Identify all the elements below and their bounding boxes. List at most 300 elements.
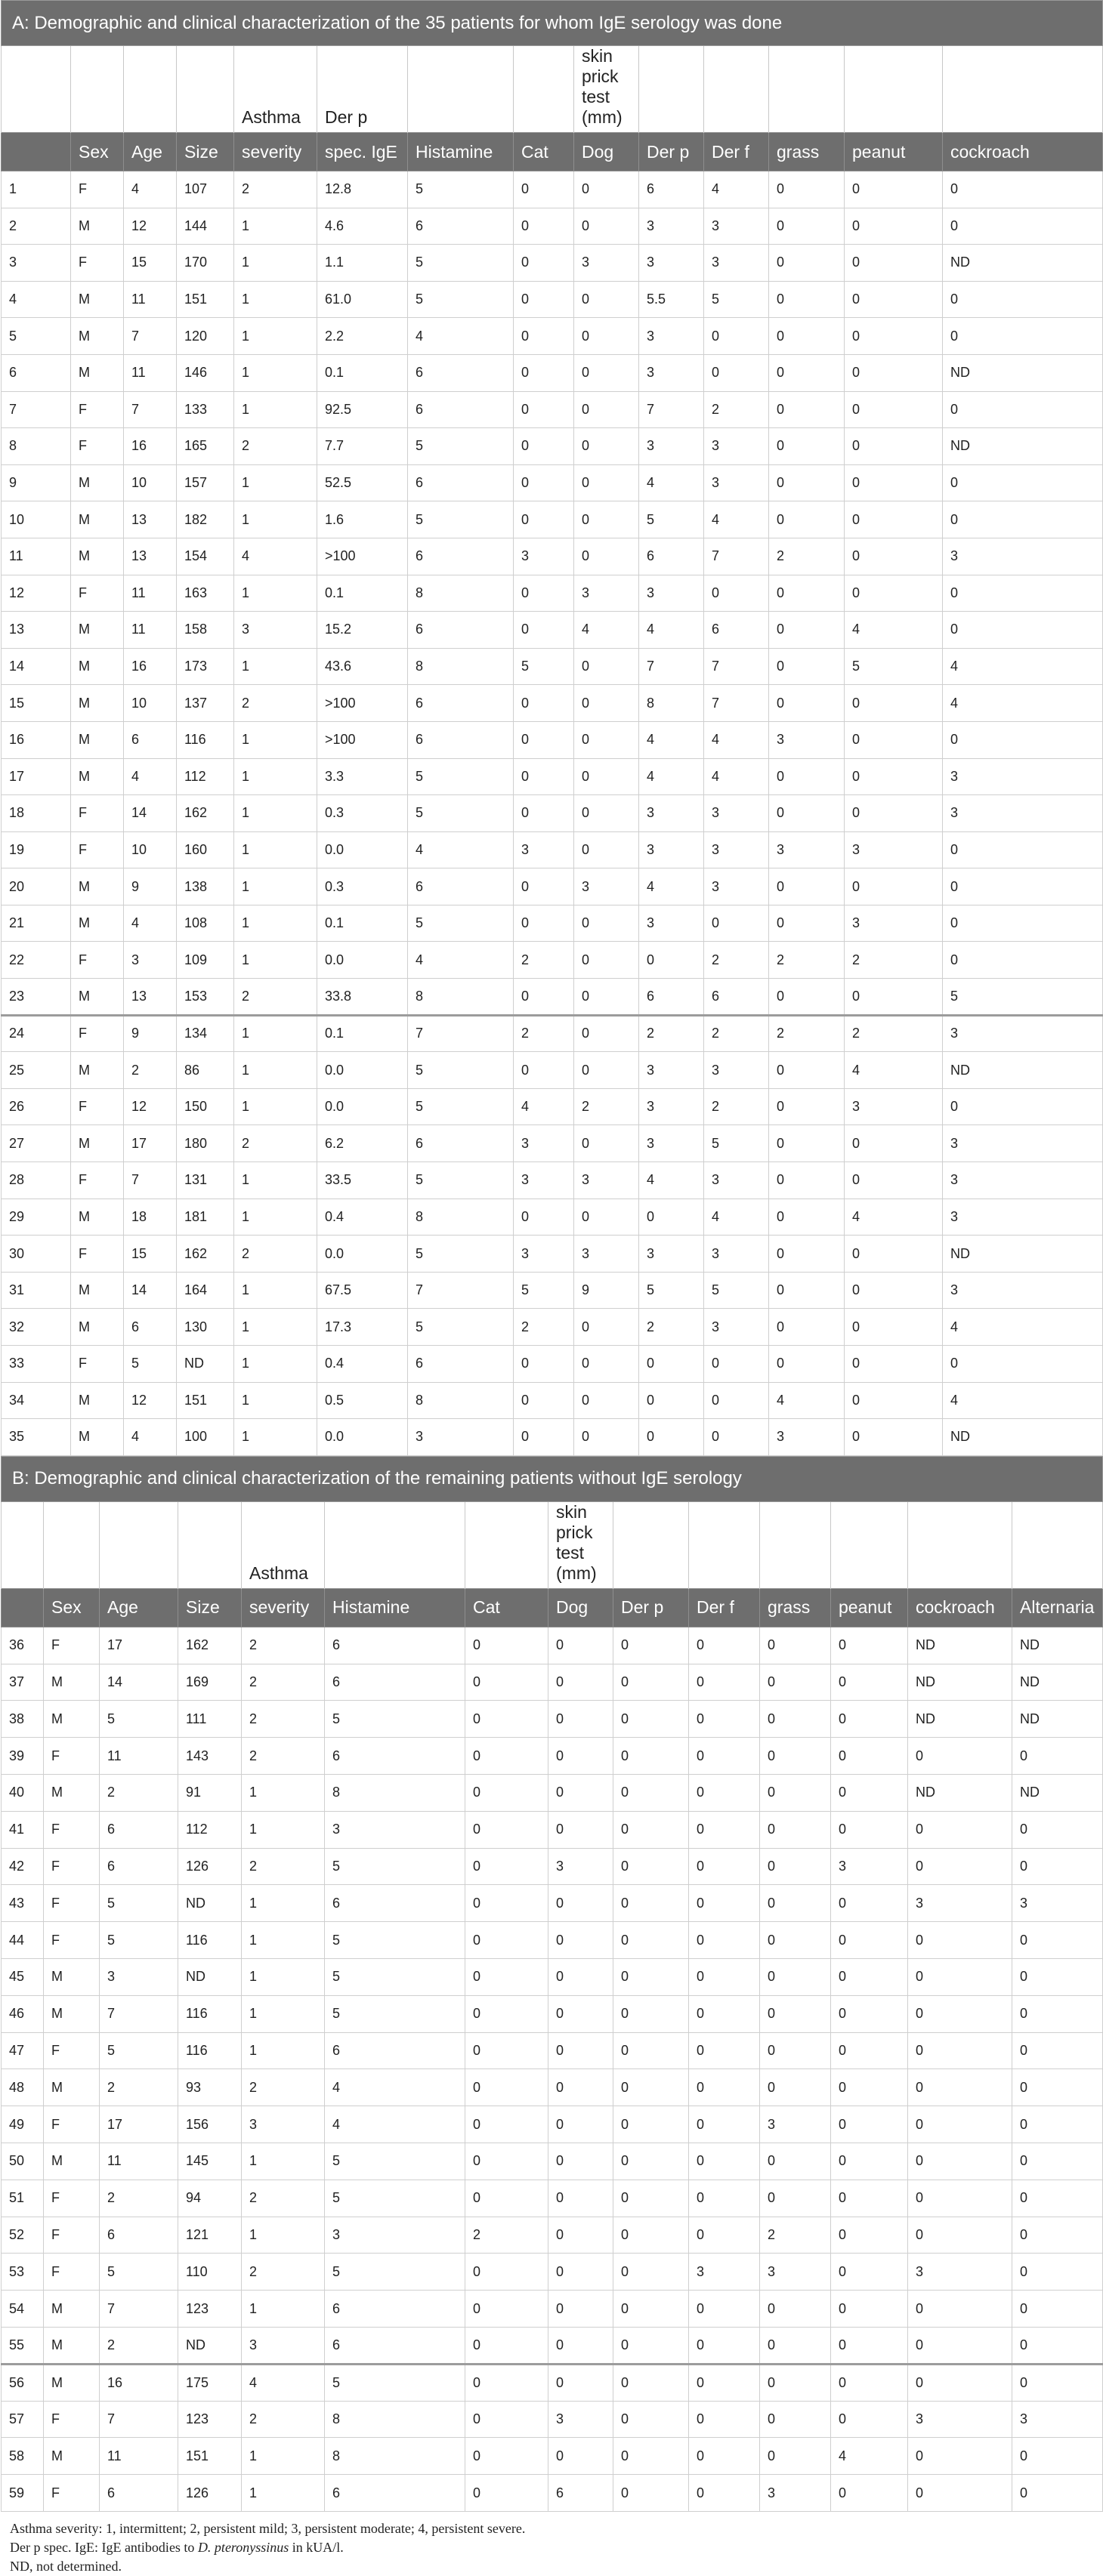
table-a-header-top: [2, 46, 1103, 133]
table-cell: M: [71, 758, 124, 795]
table-row: [2, 354, 1103, 391]
table-cell: 4: [943, 648, 1103, 685]
table-cell: 0: [574, 905, 639, 942]
table-cell: 0: [613, 2401, 689, 2438]
table-row: [2, 1309, 1103, 1346]
table-cell: 39: [2, 1738, 44, 1775]
table-cell: M: [71, 354, 124, 391]
table-cell: 0: [514, 612, 574, 649]
table-cell: 0: [465, 1774, 548, 1811]
table-cell: 5: [943, 979, 1103, 1016]
table_a-header-top-cell: Asthma: [234, 46, 317, 133]
table-cell: 0: [613, 2291, 689, 2328]
table-cell: 0: [769, 868, 845, 905]
table-cell: 3: [704, 245, 769, 282]
table-cell: 4: [704, 721, 769, 758]
table-cell: 158: [177, 612, 234, 649]
table-cell: 1: [234, 721, 317, 758]
table-cell: 32: [2, 1309, 71, 1346]
table-cell: 2: [234, 979, 317, 1016]
table-cell: 110: [178, 2254, 242, 2291]
table_b-header-top-cell: [613, 1501, 689, 1588]
table-cell: 8: [408, 575, 514, 612]
table-cell: 3: [234, 612, 317, 649]
table-cell: 3: [639, 1125, 704, 1162]
table-cell: 4: [234, 538, 317, 575]
table-cell: 0: [613, 1701, 689, 1738]
table-cell: 3: [769, 1419, 845, 1456]
table-cell: ND: [178, 2327, 242, 2364]
table-cell: 0: [769, 979, 845, 1016]
table-cell: 0: [689, 2364, 760, 2401]
table-row: [2, 1199, 1103, 1236]
table_a-column-header: [2, 133, 71, 171]
table-cell: 0: [465, 1738, 548, 1775]
table-cell: 5: [325, 2254, 465, 2291]
table-cell: 0: [760, 2069, 831, 2106]
table-cell: ND: [908, 1774, 1012, 1811]
table-cell: 0: [760, 2032, 831, 2069]
table-cell: 4: [2, 281, 71, 318]
table-cell: ND: [908, 1701, 1012, 1738]
table-cell: 3: [704, 428, 769, 465]
table-cell: 0: [769, 245, 845, 282]
table-row: [2, 1811, 1103, 1848]
table-cell: 7: [704, 538, 769, 575]
table-cell: 0: [574, 979, 639, 1016]
table-cell: 0: [1012, 1848, 1103, 1885]
table-cell: 130: [177, 1309, 234, 1346]
table-cell: 6: [408, 721, 514, 758]
table-cell: 157: [177, 464, 234, 501]
table-row: [2, 2069, 1103, 2106]
table-cell: 57: [2, 2401, 44, 2438]
table-cell: 59: [2, 2475, 44, 2512]
table-cell: 4: [845, 1052, 943, 1089]
table-cell: 3: [760, 2475, 831, 2512]
table_b-header-top-cell: [325, 1501, 465, 1588]
table-cell: 0: [689, 2069, 760, 2106]
table-cell: 2: [704, 1015, 769, 1052]
table-cell: 0: [613, 1811, 689, 1848]
table-cell: 0: [908, 2217, 1012, 2254]
table-cell: 0: [574, 831, 639, 868]
table-cell: 3: [548, 1848, 613, 1885]
table-cell: 0: [845, 281, 943, 318]
table-cell: 0: [613, 2032, 689, 2069]
table-cell: 46: [2, 1995, 44, 2032]
table-cell: 3.3: [317, 758, 408, 795]
table-cell: 1: [234, 354, 317, 391]
table-row: [2, 391, 1103, 428]
table-cell: 16: [2, 721, 71, 758]
table-cell: 2: [124, 1052, 177, 1089]
table-cell: 0: [574, 1419, 639, 1456]
table-cell: 0: [943, 905, 1103, 942]
table_b-column-header: Alternaria: [1012, 1588, 1103, 1627]
table-cell: 0: [760, 2438, 831, 2475]
table-cell: 180: [177, 1125, 234, 1162]
table-cell: 54: [2, 2291, 44, 2328]
table-cell: 0: [831, 1664, 908, 1701]
table-cell: M: [44, 2291, 100, 2328]
table-cell: 2: [465, 2217, 548, 2254]
table-cell: 116: [178, 2032, 242, 2069]
table-cell: 8: [408, 1382, 514, 1419]
table-cell: 134: [177, 1015, 234, 1052]
table-cell: 13: [124, 501, 177, 538]
table-cell: 5: [408, 905, 514, 942]
table-cell: 0: [548, 2217, 613, 2254]
table-cell: 0: [943, 171, 1103, 208]
table-cell: 4: [639, 612, 704, 649]
table-row: [2, 2438, 1103, 2475]
table-cell: 38: [2, 1701, 44, 1738]
table-cell: 7: [704, 685, 769, 722]
table-cell: 1: [242, 2032, 325, 2069]
table-cell: 2: [100, 2180, 178, 2217]
table_a-column-header: Size: [177, 133, 234, 171]
table-cell: 3: [514, 1236, 574, 1273]
table-cell: 18: [2, 795, 71, 832]
table-cell: 5: [704, 281, 769, 318]
table-row: [2, 501, 1103, 538]
table-cell: 91: [178, 1774, 242, 1811]
table_b-column-header: grass: [760, 1588, 831, 1627]
table-cell: 0: [831, 1885, 908, 1922]
table-cell: 0: [689, 1958, 760, 1995]
table-cell: 16: [124, 648, 177, 685]
table-cell: 154: [177, 538, 234, 575]
table-cell: 58: [2, 2438, 44, 2475]
table-cell: 8: [639, 685, 704, 722]
table-cell: 6: [639, 538, 704, 575]
table-cell: 1: [234, 1015, 317, 1052]
table-cell: 0: [1012, 2106, 1103, 2143]
table-cell: 116: [177, 721, 234, 758]
table-cell: 3: [574, 575, 639, 612]
table-row: [2, 1052, 1103, 1089]
table-cell: 2: [242, 2180, 325, 2217]
table_b-header-top-cell: [831, 1501, 908, 1588]
table_b-header-top-cell: skin prick test (mm): [548, 1501, 613, 1588]
table-cell: 14: [124, 1272, 177, 1309]
table-b-caption: B: Demographic and clinical characterization of the remaining patients without IgE serology: [2, 1456, 1103, 1501]
table-cell: 0: [845, 1125, 943, 1162]
table-cell: 0: [1012, 2217, 1103, 2254]
table-cell: 0: [908, 2475, 1012, 2512]
table-cell: 0: [514, 318, 574, 355]
table-cell: F: [44, 1885, 100, 1922]
table-cell: M: [71, 868, 124, 905]
table-cell: ND: [908, 1627, 1012, 1664]
table-cell: 3: [574, 1236, 639, 1273]
table-row: [2, 1958, 1103, 1995]
table-row: [2, 538, 1103, 575]
table-cell: 0: [845, 1346, 943, 1383]
table-cell: 8: [325, 1774, 465, 1811]
table-row: [2, 464, 1103, 501]
table-cell: 4: [845, 1199, 943, 1236]
table-cell: 4: [408, 831, 514, 868]
table-cell: 2: [514, 942, 574, 979]
table-cell: 0: [689, 1885, 760, 1922]
table-cell: 4: [704, 758, 769, 795]
table_a-column-header: Dog: [574, 133, 639, 171]
table-cell: ND: [943, 354, 1103, 391]
table-cell: 0.5: [317, 1382, 408, 1419]
table-cell: 1: [234, 1309, 317, 1346]
table-cell: 6: [325, 1885, 465, 1922]
table-cell: 41: [2, 1811, 44, 1848]
table-cell: 1: [234, 1382, 317, 1419]
table-cell: 6: [325, 2291, 465, 2328]
table-row: [2, 685, 1103, 722]
table-cell: 0: [831, 1738, 908, 1775]
table-cell: 5: [325, 1848, 465, 1885]
table-cell: M: [71, 501, 124, 538]
table-cell: 0: [514, 391, 574, 428]
table-cell: 3: [100, 1958, 178, 1995]
table-cell: 0: [574, 795, 639, 832]
table-cell: 7: [639, 391, 704, 428]
table-cell: 0: [689, 2291, 760, 2328]
table_b-header-top-cell: [1012, 1501, 1103, 1588]
table-cell: 3: [2, 245, 71, 282]
table-row: [2, 2401, 1103, 2438]
table-cell: 3: [1012, 2401, 1103, 2438]
table-cell: 48: [2, 2069, 44, 2106]
table-cell: 0: [613, 1885, 689, 1922]
table-row: [2, 2143, 1103, 2180]
table-cell: 4: [639, 721, 704, 758]
table-cell: 1: [234, 1162, 317, 1199]
table-cell: 131: [177, 1162, 234, 1199]
table-cell: 0: [704, 354, 769, 391]
table-cell: 120: [177, 318, 234, 355]
table-cell: 27: [2, 1125, 71, 1162]
table-cell: M: [71, 1125, 124, 1162]
table-cell: 7: [124, 1162, 177, 1199]
table-cell: 4: [704, 171, 769, 208]
table-cell: 3: [574, 245, 639, 282]
table-cell: 109: [177, 942, 234, 979]
table-cell: 33: [2, 1346, 71, 1383]
table-cell: 0: [845, 868, 943, 905]
table-cell: 2: [100, 2327, 178, 2364]
table-cell: 0: [943, 942, 1103, 979]
table-cell: 3: [845, 1088, 943, 1125]
table-cell: 3: [639, 208, 704, 245]
table-row: [2, 721, 1103, 758]
table-cell: F: [44, 2217, 100, 2254]
table-cell: 1: [234, 1052, 317, 1089]
table-cell: 0: [769, 428, 845, 465]
table-row: [2, 1088, 1103, 1125]
table_b-header-top-cell: [44, 1501, 100, 1588]
table-cell: 0.3: [317, 868, 408, 905]
table-cell: 151: [177, 1382, 234, 1419]
table-cell: 3: [704, 1236, 769, 1273]
table-cell: 3: [943, 1199, 1103, 1236]
table-cell: 0: [613, 1995, 689, 2032]
table_a-header-top-cell: [177, 46, 234, 133]
table-cell: 0: [908, 1738, 1012, 1775]
table-cell: 0: [548, 2327, 613, 2364]
table-cell: 6: [325, 1627, 465, 1664]
table-a-header-bottom: [2, 133, 1103, 171]
table-cell: 0: [613, 2217, 689, 2254]
table-cell: 0: [465, 1958, 548, 1995]
table-cell: 15: [124, 1236, 177, 1273]
table-cell: 3: [943, 1015, 1103, 1052]
table-cell: 21: [2, 905, 71, 942]
table-cell: 0: [574, 1199, 639, 1236]
table-cell: 4: [124, 758, 177, 795]
table-cell: 0: [908, 2438, 1012, 2475]
table-cell: 0: [548, 2291, 613, 2328]
table-cell: 8: [2, 428, 71, 465]
table-cell: 2: [845, 1015, 943, 1052]
table-cell: 5: [408, 758, 514, 795]
table-cell: 0: [760, 2143, 831, 2180]
table-cell: 0: [514, 905, 574, 942]
table-cell: 0: [831, 1627, 908, 1664]
table-cell: 0.3: [317, 795, 408, 832]
table-cell: 0: [943, 721, 1103, 758]
table-cell: 0: [769, 1309, 845, 1346]
table-cell: 0: [769, 758, 845, 795]
table-cell: 0: [639, 1382, 704, 1419]
table-row: [2, 2327, 1103, 2364]
table-cell: 6: [124, 721, 177, 758]
table-row: [2, 2291, 1103, 2328]
table-cell: 5: [325, 2143, 465, 2180]
table-cell: 0.4: [317, 1199, 408, 1236]
table-cell: 146: [177, 354, 234, 391]
table-cell: 3: [908, 1885, 1012, 1922]
table-cell: 17: [2, 758, 71, 795]
table-cell: F: [44, 1811, 100, 1848]
table-cell: 0: [1012, 2032, 1103, 2069]
table-cell: 0: [514, 1419, 574, 1456]
table-cell: 0: [574, 281, 639, 318]
table-cell: 67.5: [317, 1272, 408, 1309]
table-cell: 47: [2, 2032, 44, 2069]
table-row: [2, 428, 1103, 465]
table-cell: 0: [574, 1125, 639, 1162]
table-cell: 0: [704, 1419, 769, 1456]
table-cell: 1: [242, 2475, 325, 2512]
table-cell: 7: [2, 391, 71, 428]
table-cell: 162: [177, 1236, 234, 1273]
table-cell: 160: [177, 831, 234, 868]
table-row: [2, 648, 1103, 685]
table-cell: 0: [908, 2364, 1012, 2401]
table-cell: 5: [408, 171, 514, 208]
table-cell: 0: [769, 612, 845, 649]
table-cell: 14: [2, 648, 71, 685]
table-cell: 2: [242, 1738, 325, 1775]
table-cell: 5: [845, 648, 943, 685]
table-cell: 6: [100, 1848, 178, 1885]
table-cell: 0: [514, 795, 574, 832]
table-cell: 182: [177, 501, 234, 538]
table-cell: F: [71, 171, 124, 208]
table-cell: 3: [639, 354, 704, 391]
table-cell: 4: [639, 868, 704, 905]
table-cell: 2: [769, 942, 845, 979]
table_b-column-header: Age: [100, 1588, 178, 1627]
table-cell: 0: [908, 2327, 1012, 2364]
table-cell: 19: [2, 831, 71, 868]
table-cell: 0: [769, 501, 845, 538]
table-cell: 0: [514, 758, 574, 795]
table-cell: 0.0: [317, 942, 408, 979]
table-cell: 1: [234, 391, 317, 428]
table-cell: 0: [465, 1848, 548, 1885]
table-cell: 3: [943, 1272, 1103, 1309]
table-cell: 2: [100, 1774, 178, 1811]
table-cell: M: [71, 318, 124, 355]
table_a-column-header: Age: [124, 133, 177, 171]
table-cell: 0: [908, 1811, 1012, 1848]
table-cell: 5: [124, 1346, 177, 1383]
table-cell: 0: [760, 1958, 831, 1995]
table-cell: 0: [845, 171, 943, 208]
table-cell: 0: [769, 354, 845, 391]
table-cell: 3: [242, 2327, 325, 2364]
table-cell: M: [44, 1995, 100, 2032]
table-cell: 18: [124, 1199, 177, 1236]
table-cell: 3: [704, 868, 769, 905]
table-cell: 0: [548, 1774, 613, 1811]
table-cell: 0: [465, 2069, 548, 2106]
table-cell: 108: [177, 905, 234, 942]
table-cell: 0: [831, 2475, 908, 2512]
table-cell: 0: [465, 2254, 548, 2291]
table-cell: 8: [325, 2401, 465, 2438]
table-cell: 0: [845, 1162, 943, 1199]
table-cell: 3: [769, 831, 845, 868]
table-cell: F: [71, 942, 124, 979]
table-cell: 51: [2, 2180, 44, 2217]
table-cell: 0: [548, 1701, 613, 1738]
table-cell: >100: [317, 721, 408, 758]
table-cell: 3: [845, 905, 943, 942]
table_a-header-top-cell: [704, 46, 769, 133]
table-cell: 6: [325, 2032, 465, 2069]
table-cell: 0: [574, 428, 639, 465]
table_a-column-header: severity: [234, 133, 317, 171]
table-cell: 0: [908, 1958, 1012, 1995]
table-cell: 0: [845, 575, 943, 612]
table-cell: 0: [908, 1995, 1012, 2032]
table-cell: 0.0: [317, 1419, 408, 1456]
table-cell: M: [44, 2364, 100, 2401]
table-cell: 92.5: [317, 391, 408, 428]
table-cell: 6: [408, 391, 514, 428]
table-cell: F: [44, 2180, 100, 2217]
table-cell: 0: [943, 868, 1103, 905]
table-cell: 0: [548, 2180, 613, 2217]
table-cell: 0: [613, 1774, 689, 1811]
table-cell: 5: [408, 245, 514, 282]
table-cell: 0: [514, 501, 574, 538]
table-cell: 0: [831, 2217, 908, 2254]
table-cell: 10: [124, 685, 177, 722]
table-cell: 2: [769, 538, 845, 575]
